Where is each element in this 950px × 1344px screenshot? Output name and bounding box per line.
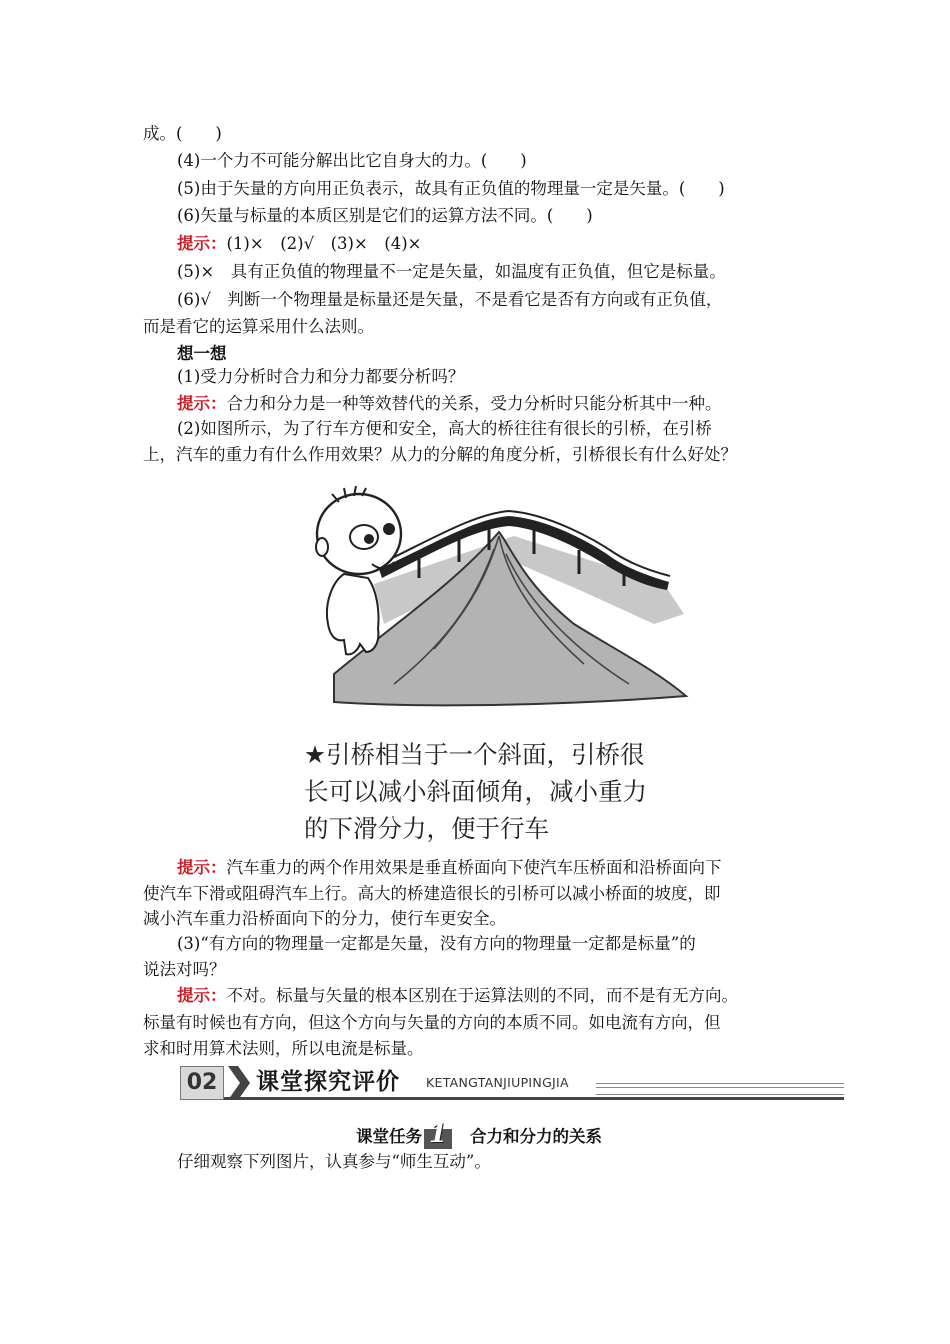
task-number-badge [424, 1118, 452, 1151]
think-question-3: (3)“有方向的物理量一定都是矢量，没有方向的物理量一定都是标量”的 [177, 934, 696, 953]
section-number: 02 [180, 1066, 224, 1100]
text-line: 减小汽车重力沿桥面向下的分力，使行车更安全。 [143, 909, 506, 928]
section-title: 课堂探究评价 [256, 1069, 400, 1095]
text-line: 成。( ) [143, 124, 222, 143]
instruction-line: 仔细观察下列图片，认真参与“师生互动”。 [177, 1152, 491, 1171]
question-4: (4)一个力不可能分解出比它自身大的力。( ) [177, 151, 527, 170]
think-question-1: (1)受力分析时合力和分力都要分析吗？ [177, 367, 465, 386]
section-banner [180, 1066, 844, 1100]
task-title: 合力和分力的关系 [470, 1127, 602, 1146]
figure-caption [304, 736, 694, 847]
bridge-figure [284, 474, 706, 846]
text-line: 说法对吗？ [143, 960, 226, 979]
explanation-5: (5)× 具有正负值的物理量不一定是矢量，如温度有正负值，但它是标量。 [177, 262, 726, 281]
text-line: 使汽车下滑或阻碍汽车上行。高大的桥建造很长的引桥可以减小桥面的坡度，即 [143, 884, 721, 903]
chevron-icon [224, 1066, 254, 1100]
think-heading: 想一想 [177, 344, 227, 363]
text-line: 而是看它的运算采用什么法则。 [143, 317, 374, 336]
text-line: 上，汽车的重力有什么作用效果？从力的分解的角度分析，引桥很长有什么好处？ [143, 445, 737, 464]
task-number: 1 [429, 1118, 448, 1149]
think-question-2: (2)如图所示，为了行车方便和安全，高大的桥往往有很长的引桥，在引桥 [177, 419, 712, 438]
question-5: (5)由于矢量的方向用正负表示，故具有正负值的物理量一定是矢量。( ) [177, 179, 725, 198]
hint-text: 合力和分力是一种等效替代的关系，受力分析时只能分析其中一种。 [226, 394, 722, 413]
bridge-illustration [284, 474, 706, 734]
hint-text: 汽车重力的两个作用效果是垂直桥面向下使汽车压桥面和沿桥面向下 [226, 858, 722, 877]
hint-answers: (1)× (2)√ (3)× (4)× [226, 234, 422, 253]
hint-line [177, 855, 867, 881]
hint-label: 提示： [177, 858, 227, 877]
hint-label: 提示： [177, 394, 227, 413]
section-pinyin: KETANGTANJIUPINGJIA [426, 1075, 569, 1090]
caption-line: 长可以减小斜面倾角，减小重力 [304, 777, 647, 806]
hint-label: 提示： [177, 986, 227, 1005]
hint-line [177, 231, 867, 257]
caption-line: ★引桥相当于一个斜面，引桥很 [304, 740, 645, 769]
text-line: 标量有时候也有方向，但这个方向与矢量的方向的本质不同。如电流有方向，但 [143, 1013, 721, 1032]
section-underline [224, 1097, 844, 1100]
hint-line [177, 983, 867, 1009]
section-rule [596, 1083, 844, 1095]
hint-line [177, 391, 867, 417]
explanation-6: (6)√ 判断一个物理量是标量还是矢量，不是看它是否有方向或有正负值， [177, 290, 723, 309]
task-heading [356, 1118, 602, 1152]
question-6: (6)矢量与标量的本质区别是它们的运算方法不同。( ) [177, 206, 593, 225]
caption-line: 的下滑分力，便于行车 [304, 814, 549, 843]
task-prefix: 课堂任务 [356, 1127, 422, 1146]
hint-text: 不对。标量与矢量的根本区别在于运算法则的不同，而不是有无方向。 [226, 986, 738, 1005]
text-line: 求和时用算术法则，所以电流是标量。 [143, 1039, 424, 1058]
hint-label: 提示： [177, 234, 227, 253]
